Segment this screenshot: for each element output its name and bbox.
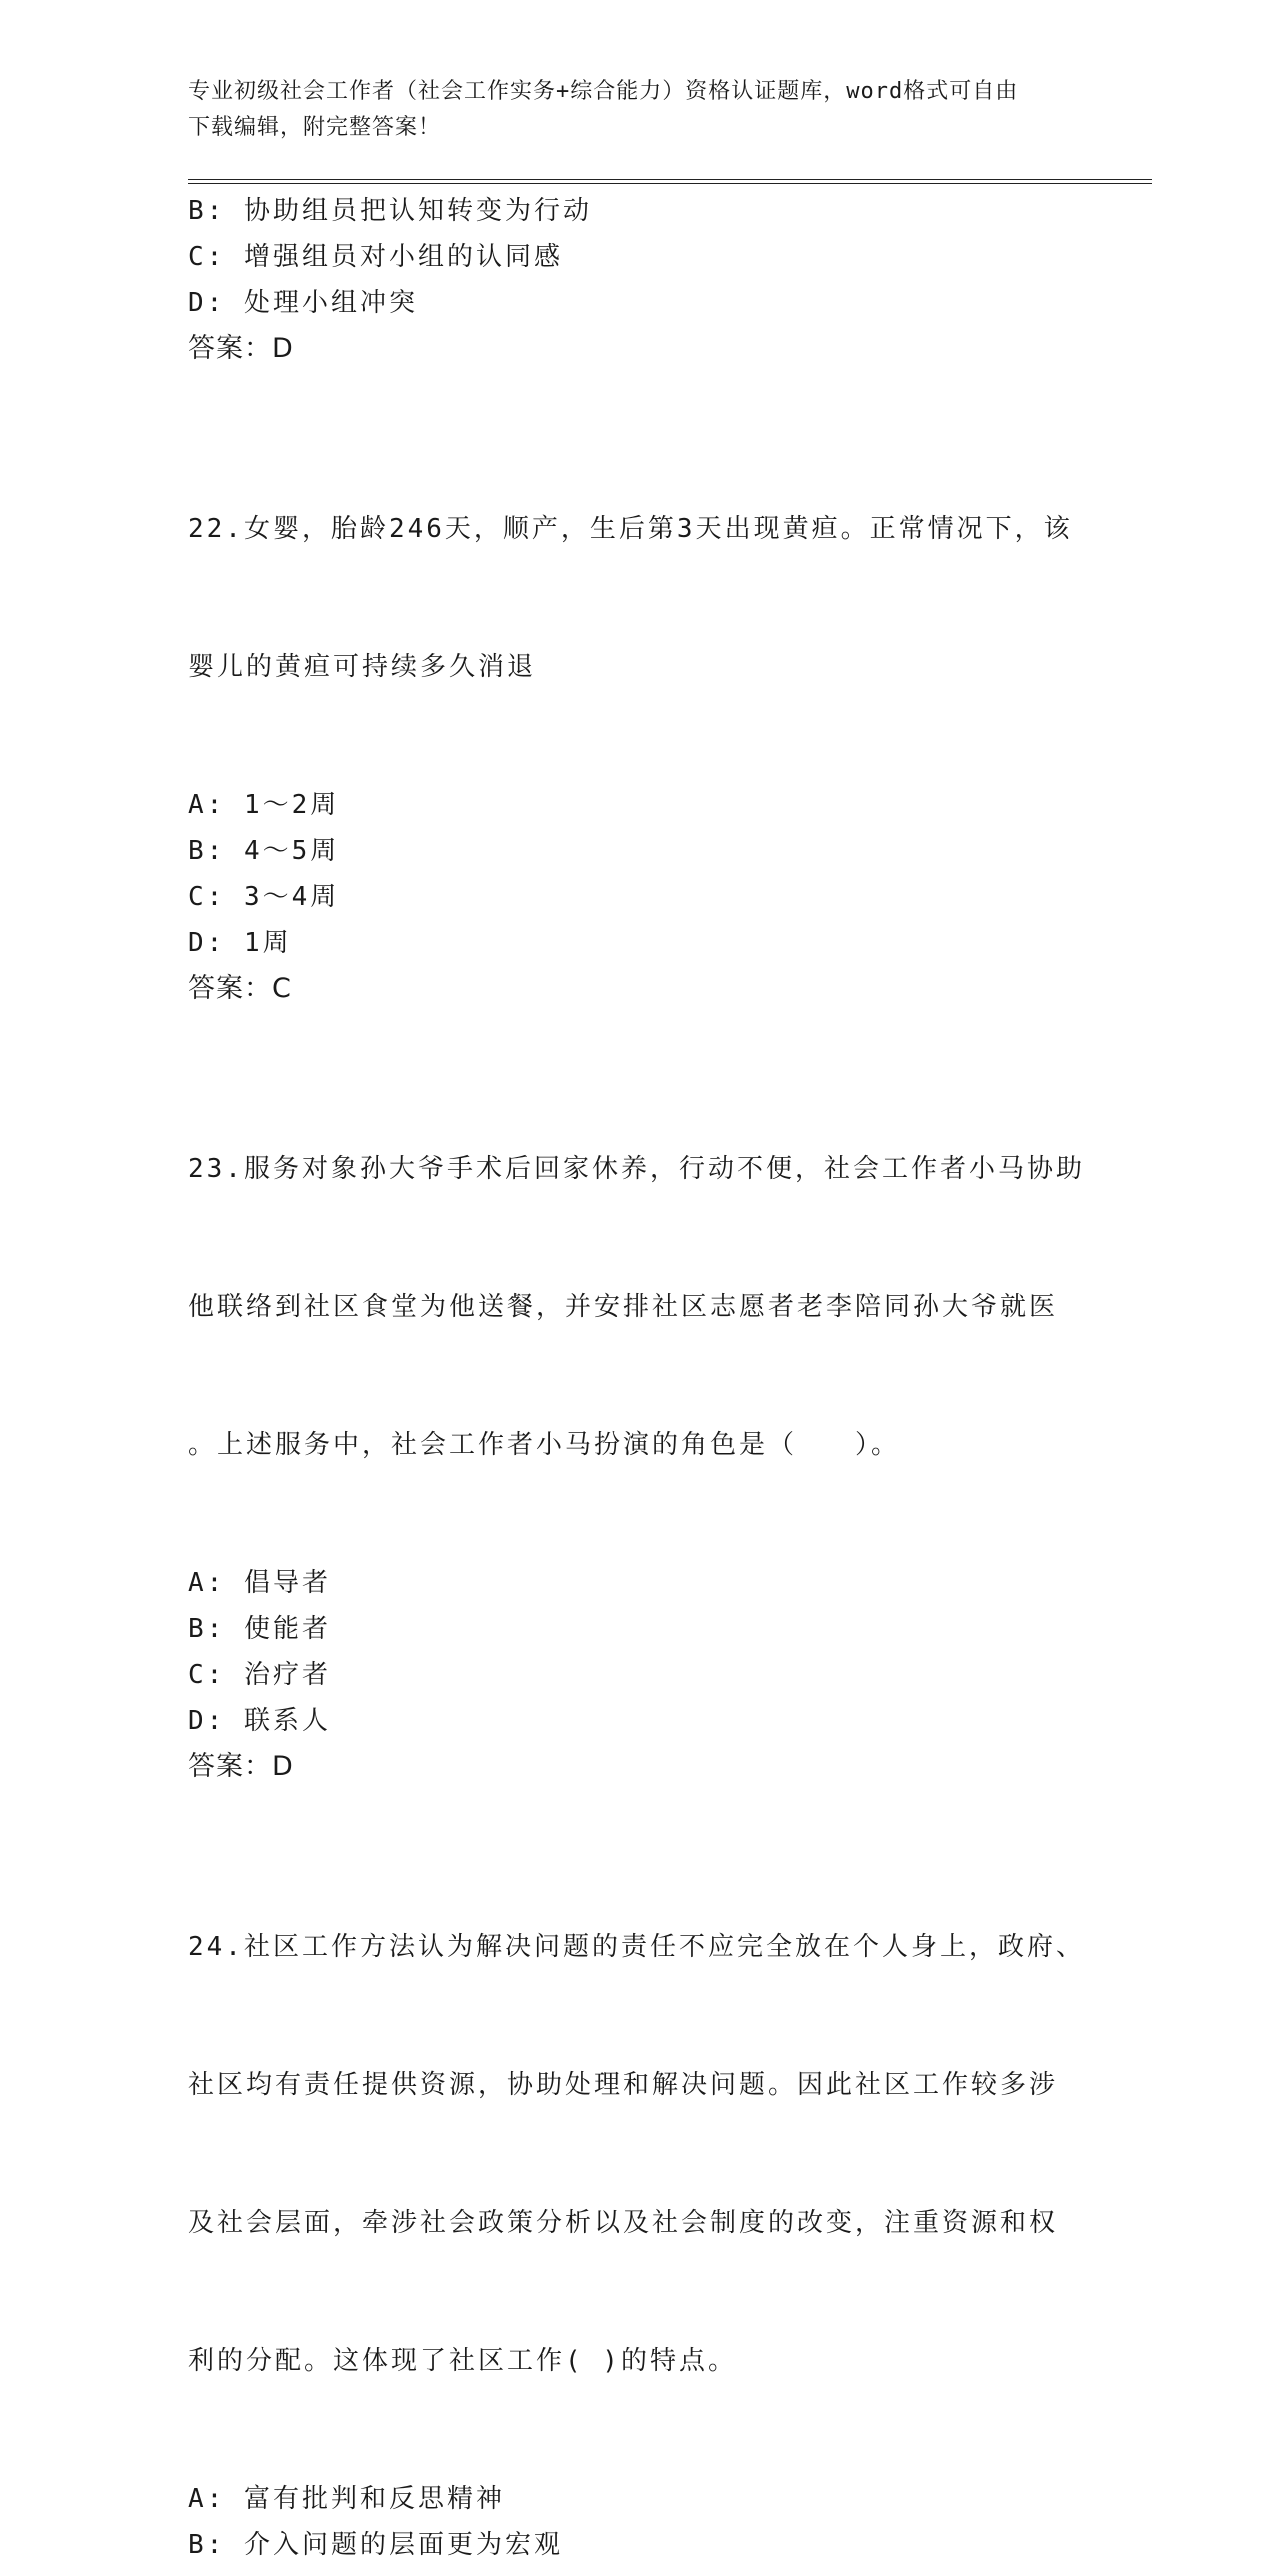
answer-label: 答案：C [188, 973, 292, 1004]
option-d: D: 1周 [188, 928, 292, 958]
question-24 [188, 1832, 1088, 2568]
option-a: A: 富有批判和反思精神 [188, 2484, 505, 2514]
header-divider-bottom [188, 183, 1152, 184]
option-a: A: 1～2周 [188, 790, 340, 820]
answer-label: 答案：D [188, 333, 294, 364]
question-23 [188, 1054, 1088, 1790]
question-stem [188, 1832, 1088, 2476]
question-stem [188, 414, 1088, 782]
option-b: B: 4～5周 [188, 836, 340, 866]
stem-line: 婴儿的黄疸可持续多久消退 [188, 652, 537, 682]
option-c: C: 治疗者 [188, 1660, 331, 1690]
option-d: D: 联系人 [188, 1706, 331, 1736]
stem-line: 。上述服务中，社会工作者小马扮演的角色是（ ）。 [188, 1430, 901, 1460]
question-22 [188, 414, 1088, 1012]
question-stem [188, 1054, 1088, 1560]
option-d: D: 处理小组冲突 [188, 288, 418, 318]
stem-line: 24.社区工作方法认为解决问题的责任不应完全放在个人身上，政府、 [188, 1932, 1085, 1962]
document-header [188, 74, 1088, 146]
option-c: C: 增强组员对小组的认同感 [188, 242, 563, 272]
stem-line: 23.服务对象孙大爷手术后回家休养，行动不便，社会工作者小马协助 [188, 1154, 1085, 1184]
option-a: A: 倡导者 [188, 1568, 331, 1598]
header-divider-top [188, 179, 1152, 180]
option-c: C: 3～4周 [188, 882, 340, 912]
stem-line: 社区均有责任提供资源，协助处理和解决问题。因此社区工作较多涉 [188, 2070, 1059, 2100]
stem-line: 22.女婴，胎龄246天，顺产，生后第3天出现黄疸。正常情况下，该 [188, 514, 1073, 544]
question-21 [188, 188, 1088, 372]
header-line-2: 下载编辑，附完整答案！ [188, 115, 442, 140]
stem-line: 利的分配。这体现了社区工作( )的特点。 [188, 2346, 737, 2376]
stem-line: 他联络到社区食堂为他送餐，并安排社区志愿者老李陪同孙大爷就医 [188, 1292, 1059, 1322]
answer-label: 答案：D [188, 1751, 294, 1782]
header-line-1: 专业初级社会工作者（社会工作实务+综合能力）资格认证题库，word格式可自由 [188, 79, 1019, 104]
stem-line: 及社会层面，牵涉社会政策分析以及社会制度的改变，注重资源和权 [188, 2208, 1059, 2238]
question-list [188, 188, 1088, 2568]
option-b: B: 协助组员把认知转变为行动 [188, 196, 592, 226]
option-b: B: 使能者 [188, 1614, 331, 1644]
option-b: B: 介入问题的层面更为宏观 [188, 2530, 563, 2560]
